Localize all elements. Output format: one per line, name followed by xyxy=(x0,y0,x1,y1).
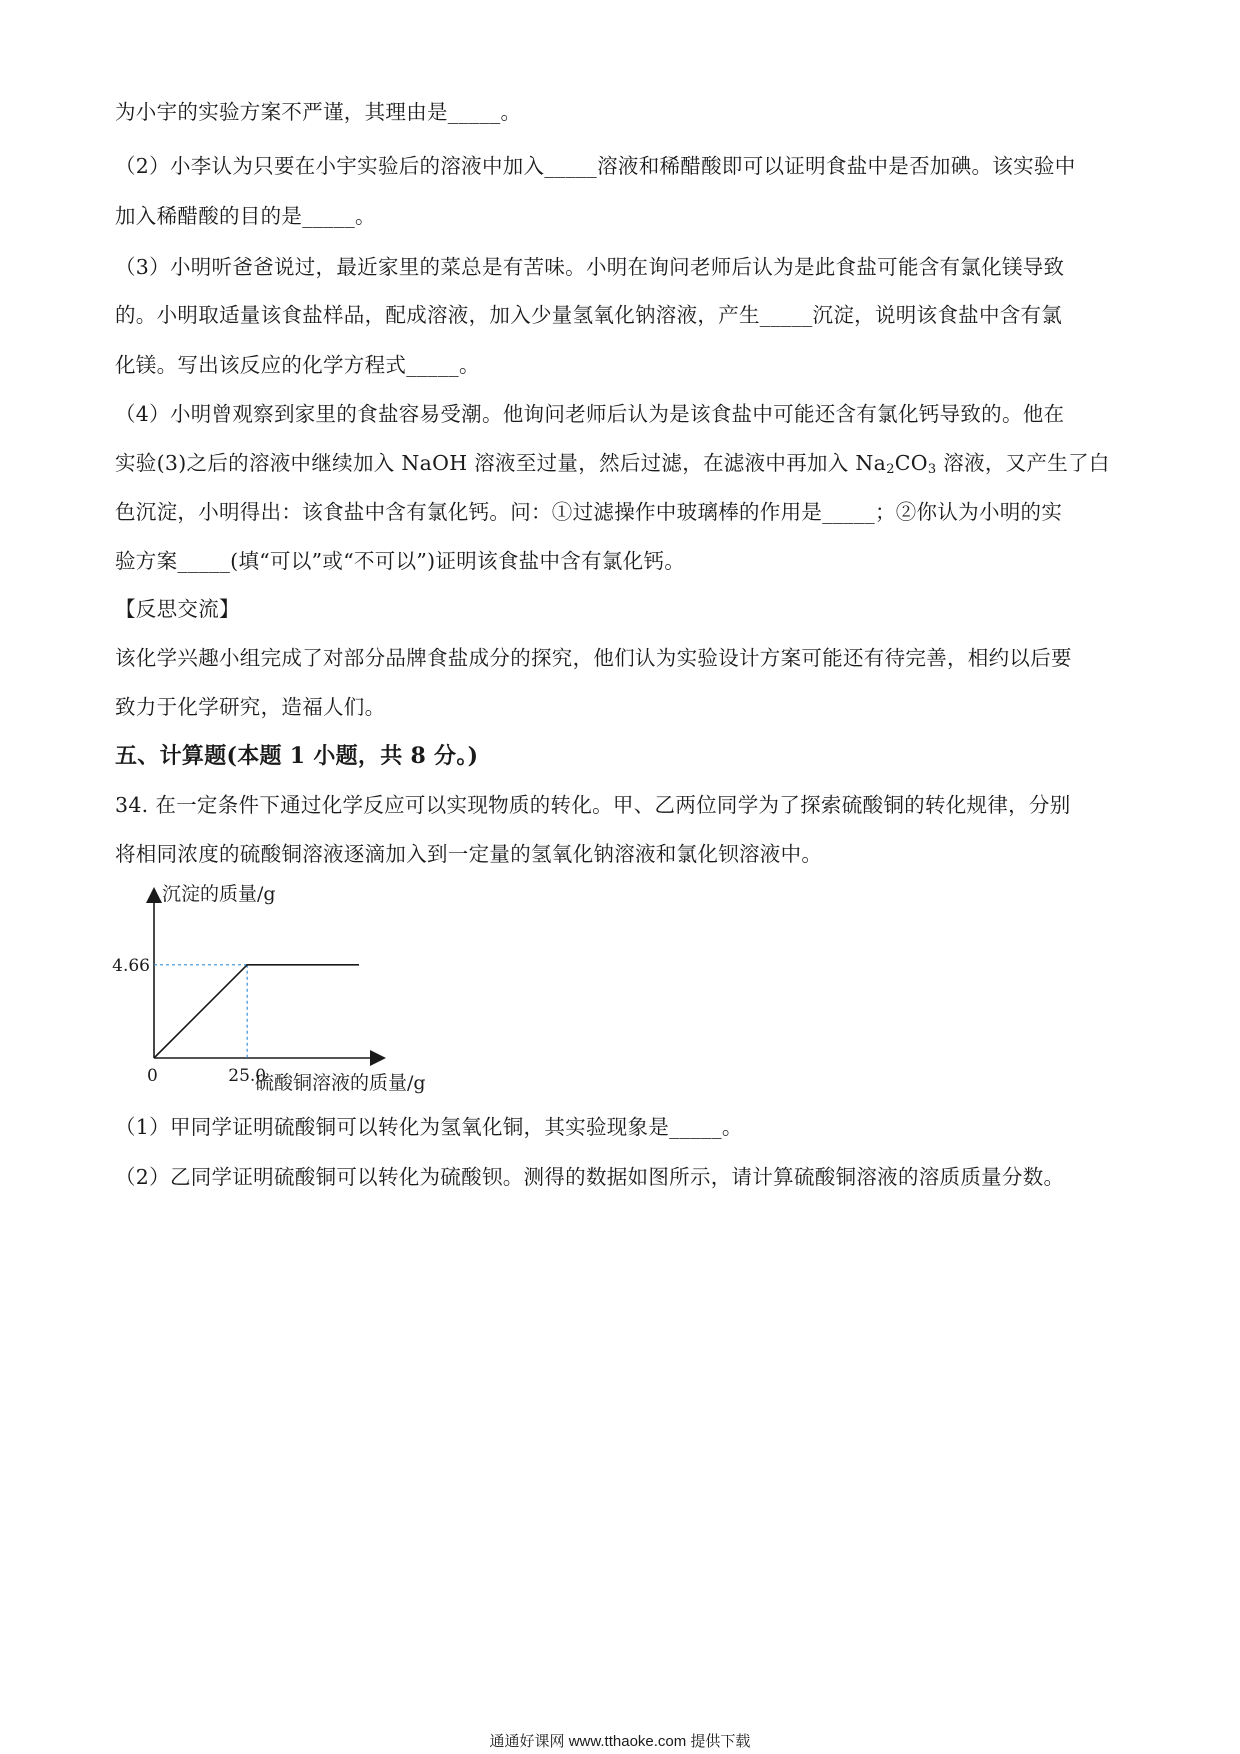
text-line-7: （4）小明曾观察到家里的食盐容易受潮。他询问老师后认为是该食盐中可能还含有氯化钙导致的。他在 xyxy=(115,402,1065,426)
y-tick-label: 4.66 xyxy=(112,955,150,976)
text-line-8 xyxy=(115,449,1135,484)
origin-label: 0 xyxy=(147,1066,158,1086)
question-34-line-2: 将相同浓度的硫酸铜溶液逐滴加入到一定量的氢氧化钠溶液和氯化钡溶液中。 xyxy=(115,842,823,866)
footer-watermark: 通通好课网 www.tthaoke.com 提供下载 xyxy=(489,1733,751,1750)
text-line-13: 致力于化学研究，造福人们。 xyxy=(115,695,386,719)
x-axis-label: 硫酸铜溶液的质量/g xyxy=(255,1072,426,1094)
question-34-part-1: （1）甲同学证明硫酸铜可以转化为氢氧化铜，其实验现象是_____。 xyxy=(115,1115,743,1139)
precipitate-mass-chart xyxy=(110,880,470,1095)
question-34-line-1: 34. 在一定条件下通过化学反应可以实现物质的转化。甲、乙两位同学为了探索硫酸铜的转化规律，分别 xyxy=(115,793,1071,817)
text-line-9: 色沉淀，小明得出：该食盐中含有氯化钙。问：①过滤操作中玻璃棒的作用是_____；②你认为小明的实 xyxy=(115,500,1063,524)
subscript-2: 2 xyxy=(886,462,895,477)
text-line-6: 化镁。写出该反应的化学方程式_____。 xyxy=(115,353,480,377)
subscript-3: 3 xyxy=(927,462,937,477)
y-axis-label: 沉淀的质量/g xyxy=(162,883,276,905)
text-line-1: 为小宇的实验方案不严谨，其理由是_____。 xyxy=(115,100,522,124)
section-reflection-title: 【反思交流】 xyxy=(115,597,240,621)
text-line-8b: CO xyxy=(894,451,928,475)
text-line-3: 加入稀醋酸的目的是_____。 xyxy=(115,204,376,228)
series-line xyxy=(154,965,359,1058)
question-34-part-2: （2）乙同学证明硫酸铜可以转化为硫酸钡。测得的数据如图所示，请计算硫酸铜溶液的溶质质量分数。 xyxy=(115,1165,1065,1189)
x-tick-label: 25.0 xyxy=(228,1066,267,1086)
section-heading: 五、计算题(本题 1 小题，共 8 分。) xyxy=(115,743,479,769)
text-line-12: 该化学兴趣小组完成了对部分品牌食盐成分的探究，他们认为实验设计方案可能还有待完善，相约以后要 xyxy=(115,646,1072,670)
text-line-10: 验方案_____(填“可以”或“不可以”)证明该食盐中含有氯化钙。 xyxy=(115,549,686,573)
text-line-4: （3）小明听爸爸说过，最近家里的菜总是有苦味。小明在询问老师后认为是此食盐可能含有氯化镁导致 xyxy=(115,255,1065,279)
text-line-2: （2）小李认为只要在小宇实验后的溶液中加入_____溶液和稀醋酸即可以证明食盐中是否加碘。该实验中 xyxy=(115,154,1076,178)
text-line-8c: 溶液，又产生了白 xyxy=(936,451,1110,475)
text-line-8a: 实验(3)之后的溶液中继续加入 NaOH 溶液至过量，然后过滤，在滤液中再加入 Na xyxy=(115,451,887,475)
text-line-5: 的。小明取适量该食盐样品，配成溶液，加入少量氢氧化钠溶液，产生_____沉淀，说明该食盐中含有氯 xyxy=(115,303,1063,327)
